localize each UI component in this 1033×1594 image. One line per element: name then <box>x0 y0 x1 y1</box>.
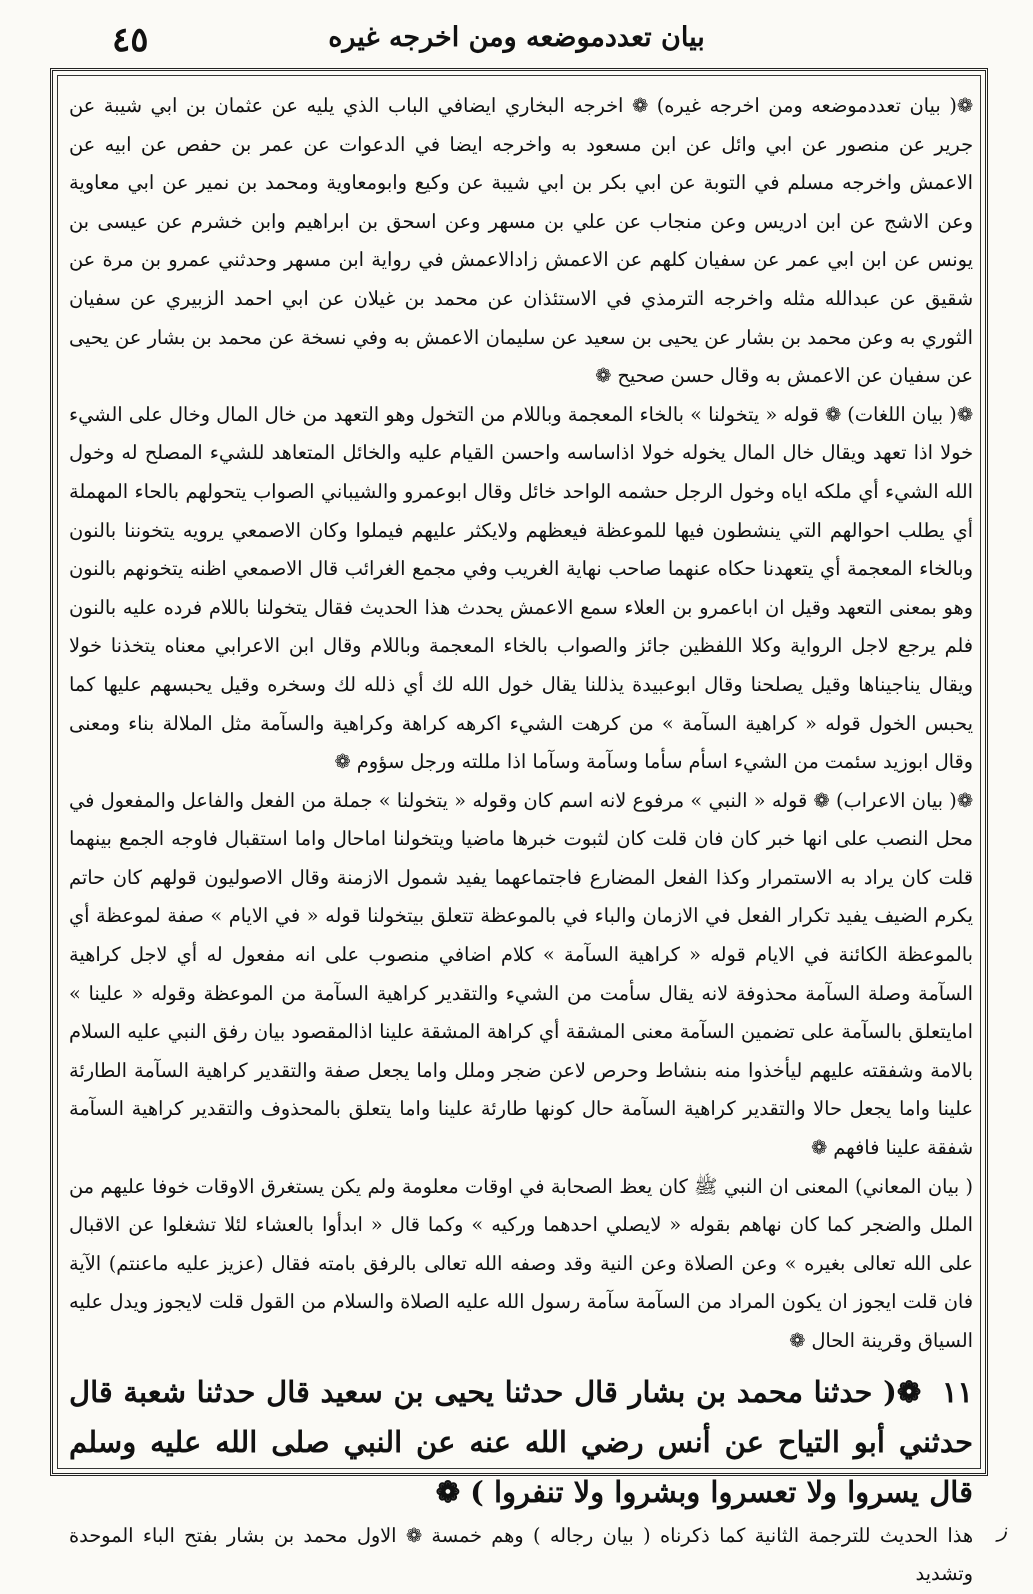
hadith-text: ❁( حدثنا محمد بن بشار قال حدثنا يحيى بن سعيد قال حدثنا شعبة قال حدثني أبو التياح عن أنس رضي الله عنه عن النبي صلى الله عليه وسلم قال يسروا ولا تعسروا وبشروا ولا تنفروا ) ❁ <box>69 1374 973 1509</box>
paragraph-meanings: ( بيان المعاني) المعنى ان النبي ﷺ كان يعظ الصحابة في اوقات معلومة ولم يكن يستغرق الاوقات خوفا عليهم من الملل والضجر كما كان نهاهم بقوله « لايصلي احدهما وركيه » وكما قال « ابدأوا بالعشاء لئلا تشغلوا عن الاقبال على الله تعالى بغيره » وعن الصلاة وعن النية وقد وصفه الله تعالى بالرفق بامته فقال (عزيز عليه ماعنتم) الآية فان قلت ايجوز ان يكون المراد من السآمة سآمة رسول الله عليه الصلاة والسلام من القول قلت لايجوز ويدل عليه السياق وقرينة الحال ❁ <box>69 1174 973 1352</box>
text-frame <box>50 68 988 1586</box>
page-number: ٤٥ <box>112 20 149 60</box>
paragraph-lexicon: ❁( بيان اللغات) ❁ قوله « يتخولنا » بالخاء المعجمة وباللام من التخول وهو التعهد من خال المال وخال على الشيء خولا اذا تعهد ويقال خال المال يخوله خولا اذاساسه واحسن القيام عليه والخائل المتعاهد للشيء المصلح له وخول الله الشيء أي ملكه اياه وخول الرجل حشمه الواحد خائل وقال ابوعمرو والشيباني الصواب يتحولهم بالحاء المهملة أي يطلب احوالهم التي ينشطون فيها للموعظة فيعظهم ولايكثر عليهم فيملوا وكان الاصمعي يرويه يتخوننا بالنون وبالخاء المعجمة أي يتعهدنا حكاه عنهما صاحب نهاية الغريب وفي مجمع الغرائب قال الاصمعي اظنه يتخونهم بالنون وهو بمعنى التعهد وقيل ان اباعمرو بن العلاء سمع الاعمش يحدث هذا الحديث فقال يتخولنا باللام فرده عليه بالنون فلم يرجع لاجل الرواية وكلا اللفظين جائز والصواب بالخاء المعجمة وباللام وقال ابن الاعرابي معناه يتخذنا خولا ويقال يناجيناها وقيل يصلحنا وقال ابوعبيدة يذللنا يقال خول الله لك أي ذلله لك وسخره وقيل يحبسهم عليها كما يحبس الخول قوله « كراهية السآمة » من كرهت الشيء اكرهه كراهة وكراهية والسآمة مثل الملالة بناء ومعنى وقال ابوزيد سئمت من الشيء اسأم سأما وسآمة وسآما اذا مللته ورجل سؤوم ❁ <box>69 402 973 774</box>
signature-mark: ز <box>997 1518 1007 1542</box>
running-title: بيان تعددموضعه ومن اخرجه غيره <box>328 22 705 53</box>
paragraph-grammar: ❁( بيان الاعراب) ❁ قوله « النبي » مرفوع لانه اسم كان وقوله « يتخولنا » جملة من الفعل والفاعل والمفعول في محل النصب على انها خبر كان فان قلت كان لثبوت خبرها ماضيا ويتخولنا اماحال واما استقبال فاوجه الجمع بينهما قلت كان يراد به الاستمرار وكذا الفعل المضارع فاجتماعهما يفيد شمول الازمنة وقال الاصوليون قولهم كان حاتم يكرم الضيف يفيد تكرار الفعل في الازمان والباء في بالموعظة تتعلق بيتخولنا قوله « في الايام » صفة لموعظة أي بالموعظة الكائنة في الايام قوله « كراهية السآمة » كلام اضافي منصوب على انه مفعول له أي لاجل كراهية السآمة وصلة السآمة محذوفة لانه يقال سأمت من الشيء والتقدير كراهية السآمة من الموعظة وقوله « علينا » امايتعلق بالسآمة على تضمين السآمة معنى المشقة أي كراهة المشقة علينا اذالمقصود بيان رفق النبي عليه السلام بالامة وشفقته عليهم ليأخذوا منه بنشاط وحرص لاعن ضجر وملل واما يجعل صفة والتقدير كراهية السآمة الطارئة علينا واما يجعل حالا والتقدير كراهية السآمة حال كونها طارئة علينا واما يتعلق بالمحذوف والتقدير كراهية السآمة شفقة علينا فافهم ❁ <box>69 788 973 1160</box>
page-body <box>69 87 973 1586</box>
paragraph-sources: ❁( بيان تعددموضعه ومن اخرجه غيره) ❁ اخرجه البخاري ايضافي الباب الذي يليه عن عثمان بن ابي شيبة عن جرير عن منصور عن ابي وائل عن ابن مسعود به واخرجه ايضا في الدعوات عن عمر بن حفص عن ابيه عن الاعمش واخرجه مسلم في التوبة عن ابي بكر بن ابي شيبة عن وكيع وابومعاوية ومحمد بن نمير عن ابي معاوية وعن الاشج عن ابن ادريس وعن منجاب عن علي بن مسهر وعن اسحق بن ابراهيم وابن خشرم عن عيسى بن يونس عن ابن ابي عمر عن سفيان كلهم عن الاعمش زادالاعمش في رواية ابن مسهر وحدثني عمرو بن مرة عن شقيق عن عبدالله مثله واخرجه الترمذي في الاستئذان عن محمد بن غيلان عن ابي احمد الزبيري عن سفيان الثوري به وعن محمد بن بشار عن يحيى بن سعيد عن سليمان الاعمش به وفي نسخة عن محمد بن بشار عن يحيى عن سفيان عن الاعمش به وقال حسن صحيح ❁ <box>69 94 973 388</box>
page-header <box>40 14 993 66</box>
hadith-number: ١١ <box>941 1374 973 1409</box>
paragraph-narrators: هذا الحديث للترجمة الثانية كما ذكرناه ( بيان رجاله ) وهم خمسة ❁ الاول محمد بن بشار بفتح الباء الموحدة وتشديد <box>69 1523 973 1586</box>
hadith-block <box>69 1367 973 1517</box>
